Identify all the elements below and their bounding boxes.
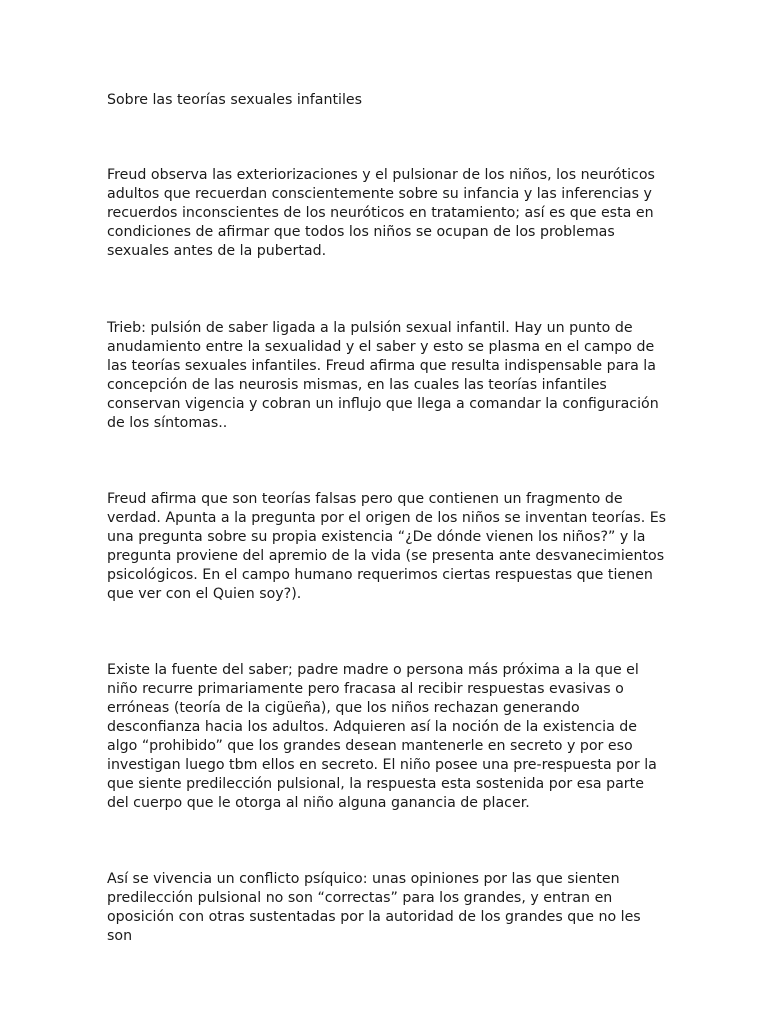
paragraph-4: Existe la fuente del saber; padre madre o persona más próxima a la que el niño recurre primariamente pero fracasa al recibir respuestas evasivas o erróneas (teoría de la cigüeña), que los niños rechazan generando desconfianza hacia los adultos. Adquieren así la noción de la existencia de algo “prohibido” que los grandes desean mantenerle en secreto y por eso investigan luego tbm ellos en secreto. El niño posee una pre-respuesta por la que siente predilección pulsional, la respuesta esta sostenida por esa parte del cuerpo que le otorga al niño alguna ganancia de placer. xyxy=(107,662,657,811)
paragraph-5: Así se vivencia un conflicto psíquico: unas opiniones por las que sienten predilección pulsional no son “correctas” para los grandes, y entran en oposición con otras sustentadas por la autoridad de los grandes que no les son xyxy=(107,871,641,944)
paragraph-3: Freud afirma que son teorías falsas pero que contienen un fragmento de verdad. Apunta a la pregunta por el origen de los niños se inventan teorías. Es una pregunta sobre su propia existencia “¿De dónde vienen los niños?” y la pregunta proviene del apremio de la vida (se presenta ante desvanecimientos psicológicos. En el campo humano requerimos ciertas respuestas que tienen que ver con el Quien soy?). xyxy=(107,491,667,602)
document-title: Sobre las teorías sexuales infantiles xyxy=(107,92,363,108)
paragraph-2: Trieb: pulsión de saber ligada a la pulsión sexual infantil. Hay un punto de anudamiento entre la sexualidad y el saber y esto se plasma en el campo de las teorías sexuales infantiles. Freud afirma que resulta indispensable para la concepción de las neurosis mismas, en las cuales las teorías infantiles conservan vigencia y cobran un influjo que llega a comandar la configuración de los síntomas.. xyxy=(107,320,659,431)
paragraph-1: Freud observa las exteriorizaciones y el pulsionar de los niños, los neuróticos adultos que recuerdan conscientemente sobre su infancia y las inferencias y recuerdos inconscientes de los neuróticos en tratamiento; así es que esta en condiciones de afirmar que todos los niños se ocupan de los problemas sexuales antes de la pubertad. xyxy=(107,167,655,259)
